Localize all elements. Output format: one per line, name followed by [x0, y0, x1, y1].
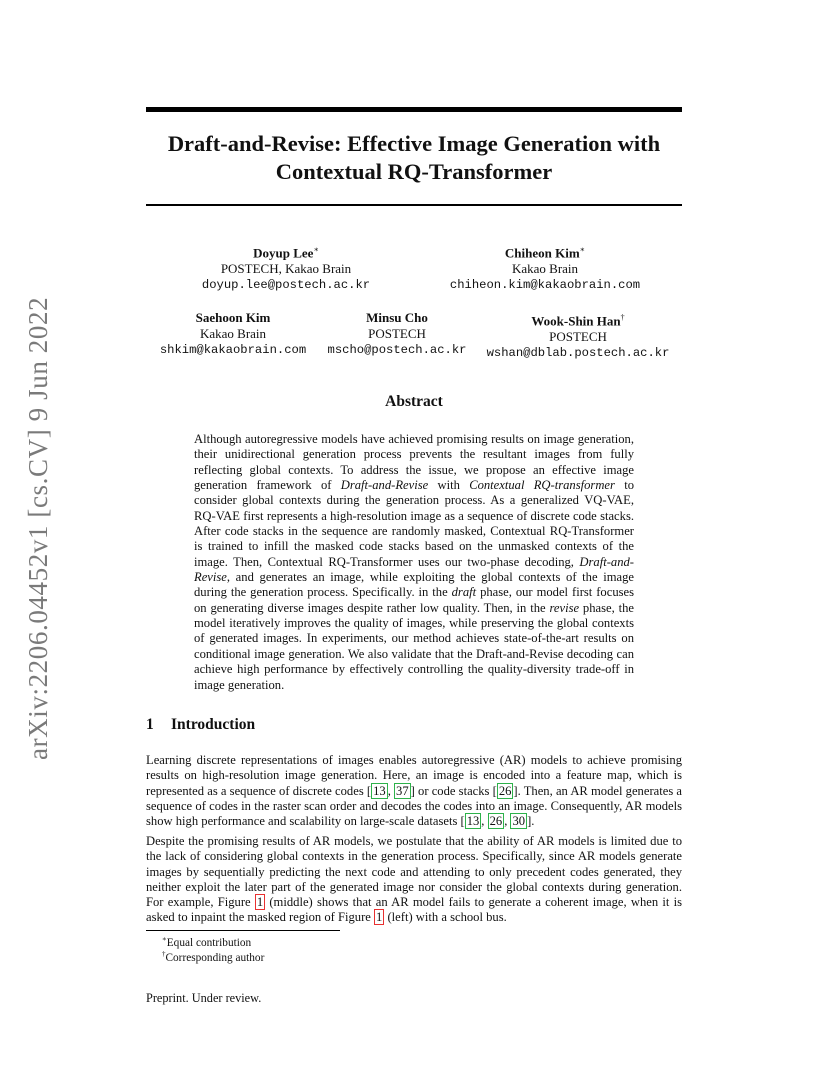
citation-link[interactable]: 37: [396, 783, 409, 798]
author-mark: †: [620, 313, 625, 322]
author-name: Minsu Cho: [366, 310, 428, 325]
author-affiliation: POSTECH, Kakao Brain: [220, 261, 352, 277]
author-email[interactable]: chiheon.kim@kakaobrain.com: [449, 278, 641, 293]
title-line-2: Contextual RQ-Transformer: [275, 159, 553, 184]
figure-reference-link[interactable]: 1: [376, 910, 383, 925]
preprint-notice: Preprint. Under review.: [146, 991, 262, 1005]
footnote-1: ∗Equal contribution: [162, 935, 252, 949]
author-mark: ∗: [313, 245, 319, 254]
author-block-2: [410, 242, 680, 293]
author-name: Chiheon Kim: [504, 245, 580, 261]
author-name: Wook-Shin Han: [531, 313, 621, 329]
author-name: Saehoon Kim: [195, 310, 271, 325]
author-affiliation: POSTECH: [549, 329, 607, 345]
intro-paragraph-2: Despite the promising results of AR models, we postulate that the ability of AR models is limited due to the lack of considering global contexts in the generation process. Specifically, since AR models generate images by sequentially predicting the next code and attending to only precedent codes generated, they neither exploit the later part of the generated image nor consider the global contexts during generation. For example, Figure 1 (middle) shows that an AR model fails to generate a coherent image, when it is asked to inpaint the masked region of Figure 1 (left) with a school bus.: [146, 834, 682, 925]
title-line-1: Draft-and-Revise: Effective Image Generation with: [167, 131, 661, 156]
abstract-heading: Abstract: [385, 393, 443, 410]
author-email[interactable]: shkim@kakaobrain.com: [159, 343, 307, 357]
author-affiliation: Kakao Brain: [199, 326, 267, 341]
footnote-2: †Corresponding author: [162, 950, 265, 964]
author-block-4: [322, 310, 472, 358]
paper-title: [146, 130, 682, 186]
citation-link[interactable]: 26: [498, 783, 512, 798]
section-number: 1: [146, 716, 154, 733]
author-email[interactable]: wshan@dblab.postech.ac.kr: [486, 346, 670, 361]
author-email[interactable]: doyup.lee@postech.ac.kr: [201, 278, 371, 293]
title-top-rule: [146, 107, 682, 112]
author-affiliation: Kakao Brain: [511, 261, 579, 277]
author-affiliation: POSTECH: [368, 326, 426, 341]
author-email[interactable]: mscho@postech.ac.kr: [327, 343, 467, 357]
author-block-5: [480, 310, 676, 361]
figure-reference-link[interactable]: 1: [256, 895, 264, 910]
section-heading-introduction: [146, 716, 255, 734]
citation-link[interactable]: 30: [512, 814, 526, 829]
footnote-rule: [146, 930, 340, 931]
citation-link[interactable]: 26: [489, 814, 503, 829]
section-title: Introduction: [171, 716, 256, 733]
abstract-body: Although autoregressive models have achieved promising results on image generation, their unidirectional generation process prevents the resultant images from fully reflecting global contexts. To address the issue, we propose an effective image generation framework of Draft-and-Revise with Contextual RQ-transformer to consider global contexts during the generation process. As a generalized VQ-VAE, RQ-VAE first represents a high-resolution image as a sequence of discrete code stacks. After code stacks in the sequence are randomly masked, Contextual RQ-Transformer is trained to infill the masked code stacks based on the unmasked contexts of the image. Then, Contextual RQ-Transformer uses our two-phase decoding, Draft-and-Revise, and generates an image, while exploiting the global contexts of the image during the generation process. Specifically. in the draft phase, our model first focuses on generating diverse images despite rather low quality. Then, in the revise phase, the model iteratively improves the quality of images, while preserving the global contexts of generated images. In experiments, our method achieves state-of-the-art results on conditional image generation. We also validate that the Draft-and-Revise decoding can achieve high performance by effectively controlling the quality-diversity trade-off in image generation.: [194, 432, 635, 692]
citation-link[interactable]: 13: [466, 814, 480, 829]
title-bottom-rule: [146, 204, 682, 206]
arxiv-identifier[interactable]: arXiv:2206.04452v1 [cs.CV] 9 Jun 2022: [23, 296, 53, 760]
author-block-3: [150, 310, 316, 358]
intro-paragraph-1: Learning discrete representations of images enables autoregressive (AR) models to achieve promising results on high-resolution image generation. Here, an image is encoded into a feature map, which is represented as a sequence of discrete codes [ 13 , 37 ] or code stacks [ 26 ]. Then, an AR model generates a sequence of codes in the raster scan order and decodes the codes into an image. Consequently, AR models show high performance and scalability on large-scale datasets [ 13 , 26 , 30 ].: [146, 753, 682, 829]
author-block-1: [156, 242, 416, 293]
author-name: Doyup Lee: [253, 245, 314, 261]
citation-link[interactable]: 13: [373, 783, 386, 798]
author-mark: ∗: [579, 245, 586, 254]
